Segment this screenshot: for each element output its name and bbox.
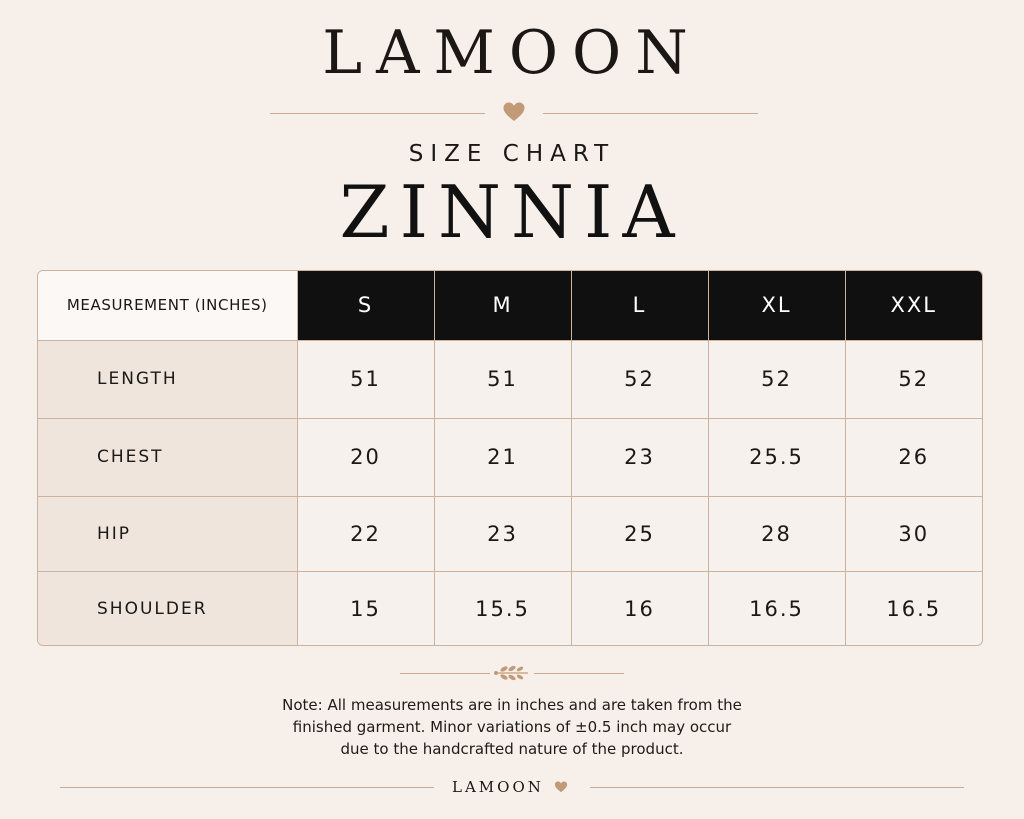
leaf-sprig-icon: [490, 662, 534, 684]
table-row: [38, 340, 982, 418]
table-row: [38, 571, 982, 646]
table-cell: 30: [845, 496, 982, 571]
divider-line: [590, 787, 964, 788]
size-header-xl: XL: [708, 271, 845, 340]
table-cell: 52: [845, 340, 982, 418]
table-row: [38, 496, 982, 571]
size-header-xxl: XXL: [845, 271, 982, 340]
size-header-s: S: [297, 271, 434, 340]
table-cell: 22: [297, 496, 434, 571]
table-cell: 21: [434, 418, 571, 496]
table-cell: 20: [297, 418, 434, 496]
row-label-hip: HIP: [38, 496, 297, 571]
measurement-note: [212, 694, 812, 760]
size-chart-table: [37, 270, 983, 646]
brand-logo: LAMOON: [322, 18, 702, 88]
size-header-l: L: [571, 271, 708, 340]
footer-brand: LAMOON: [452, 778, 544, 796]
table-cell: 25.5: [708, 418, 845, 496]
divider-line: [60, 787, 434, 788]
note-line: due to the handcrafted nature of the product.: [340, 740, 684, 758]
page-subtitle: SIZE CHART: [408, 141, 616, 167]
top-divider: [270, 100, 758, 126]
row-label-length: LENGTH: [38, 340, 297, 418]
ornament-divider: [400, 662, 624, 684]
table-cell: 52: [708, 340, 845, 418]
table-row: [38, 418, 982, 496]
divider-line: [270, 113, 485, 114]
table-cell: 23: [571, 418, 708, 496]
size-header-m: M: [434, 271, 571, 340]
heart-icon: [554, 780, 568, 794]
table-cell: 16.5: [708, 571, 845, 646]
note-line: finished garment. Minor variations of ±0.5 inch may occur: [292, 718, 732, 736]
footer: [60, 776, 964, 798]
table-cell: 15: [297, 571, 434, 646]
table-cell: 23: [434, 496, 571, 571]
table-cell: 51: [434, 340, 571, 418]
table-cell: 28: [708, 496, 845, 571]
table-header-row: [38, 271, 982, 340]
table-cell: 52: [571, 340, 708, 418]
measurement-header: MEASUREMENT (INCHES): [38, 271, 297, 340]
divider-line: [543, 113, 758, 114]
product-title: ZINNIA: [339, 170, 685, 254]
table-cell: 16.5: [845, 571, 982, 646]
divider-line: [534, 673, 624, 674]
divider-line: [400, 673, 490, 674]
row-label-chest: CHEST: [38, 418, 297, 496]
row-label-shoulder: SHOULDER: [38, 571, 297, 646]
table-cell: 26: [845, 418, 982, 496]
table-cell: 51: [297, 340, 434, 418]
note-line: Note: All measurements are in inches and are taken from the: [282, 696, 742, 714]
table-cell: 16: [571, 571, 708, 646]
table-cell: 25: [571, 496, 708, 571]
heart-icon: [502, 100, 526, 124]
table-cell: 15.5: [434, 571, 571, 646]
